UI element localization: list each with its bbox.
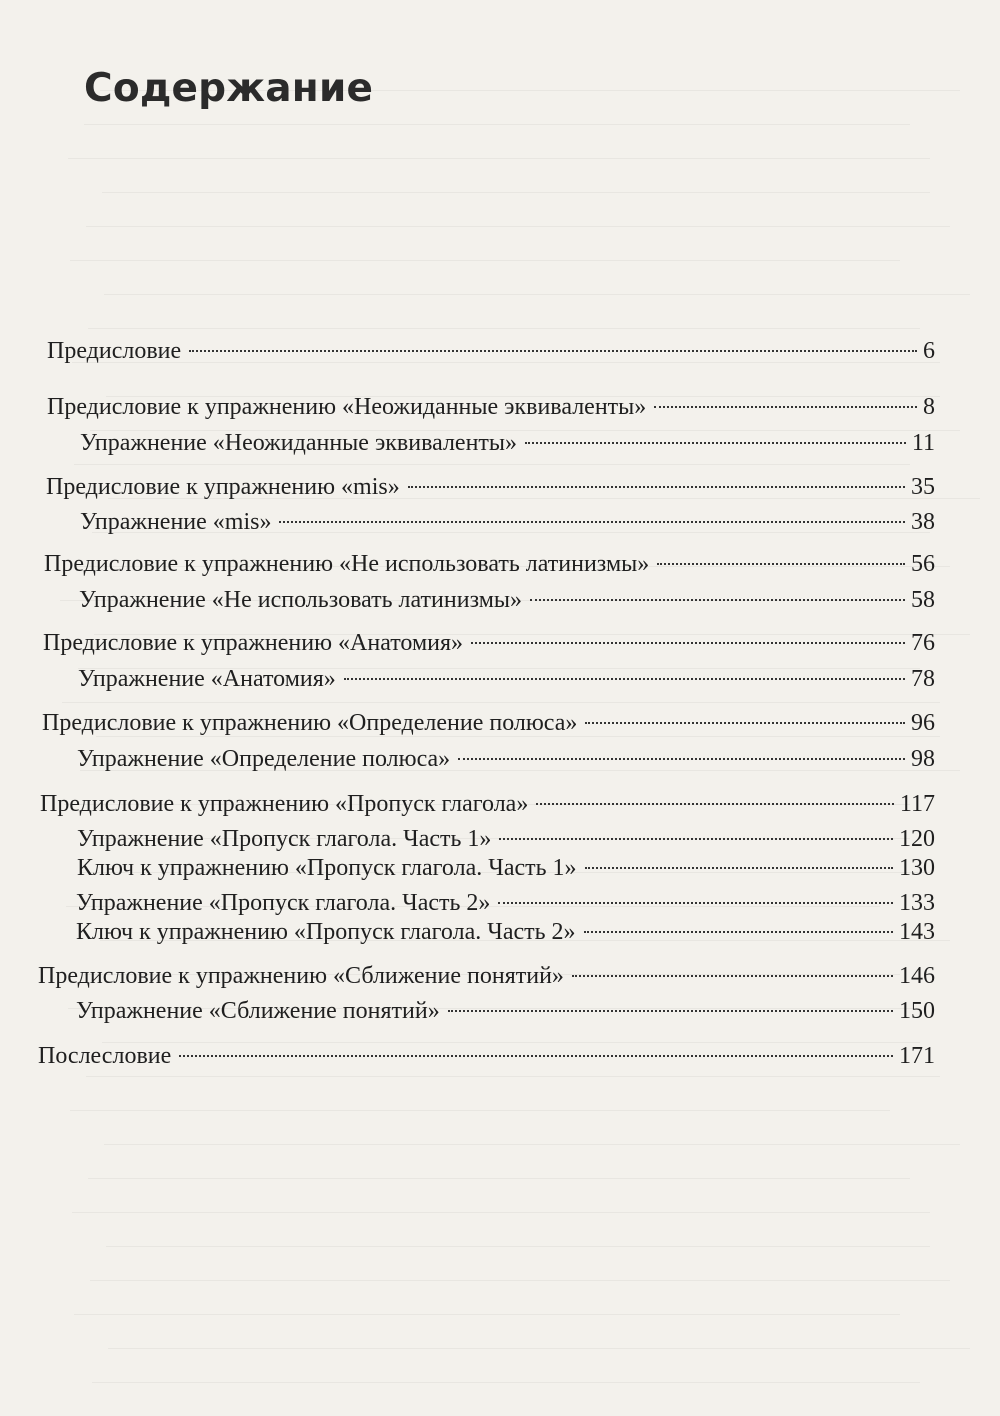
toc-entry-title: Предисловие к упражнению «Определение полюса» <box>42 710 578 736</box>
dot-leader <box>654 406 917 408</box>
toc-entry-page-number: 58 <box>911 587 935 613</box>
toc-entry-title: Предисловие к упражнению «mis» <box>46 474 400 500</box>
toc-entry-title: Упражнение «mis» <box>80 509 272 535</box>
toc-entry-page-number: 120 <box>899 826 935 852</box>
toc-entry <box>42 708 935 738</box>
dot-leader <box>458 758 905 760</box>
toc-entry-title: Послесловие <box>38 1043 172 1069</box>
toc-entry <box>38 961 935 991</box>
toc-entry-title: Ключ к упражнению «Пропуск глагола. Часть 2» <box>76 919 576 945</box>
toc-entry-title: Упражнение «Не использовать латинизмы» <box>79 587 523 613</box>
dot-leader <box>572 975 893 977</box>
dot-leader <box>189 350 917 352</box>
dot-leader <box>499 838 893 840</box>
toc-entry-title: Упражнение «Пропуск глагола. Часть 2» <box>76 890 491 916</box>
toc-entry <box>40 789 935 819</box>
toc-entry-page-number: 98 <box>911 746 935 772</box>
toc-entry <box>77 853 935 883</box>
toc-entry-page-number: 143 <box>899 919 935 945</box>
dot-leader <box>471 642 905 644</box>
toc-entry-title: Предисловие к упражнению «Неожиданные эквиваленты» <box>47 394 647 420</box>
toc-entry-title: Предисловие к упражнению «Пропуск глагола» <box>40 791 529 817</box>
toc-entry <box>77 744 935 774</box>
toc-entry <box>77 824 935 854</box>
toc-entry-page-number: 130 <box>899 855 935 881</box>
dot-leader <box>525 442 906 444</box>
toc-entry-title: Упражнение «Пропуск глагола. Часть 1» <box>77 826 492 852</box>
toc-entry <box>44 549 935 579</box>
toc-entry-title: Предисловие к упражнению «Не использовать латинизмы» <box>44 551 650 577</box>
toc-entry <box>76 917 935 947</box>
toc-entry-title: Предисловие <box>47 338 182 364</box>
toc-entry <box>43 628 935 658</box>
toc-entry-title: Ключ к упражнению «Пропуск глагола. Часть 1» <box>77 855 577 881</box>
dot-leader <box>448 1010 893 1012</box>
toc-entry-page-number: 171 <box>899 1043 935 1069</box>
toc-entry-title: Предисловие к упражнению «Сближение понятий» <box>38 963 564 989</box>
dot-leader <box>179 1055 893 1057</box>
page-title: Содержание <box>84 66 374 111</box>
dot-leader <box>279 521 905 523</box>
toc-entry <box>78 664 935 694</box>
dot-leader <box>584 931 893 933</box>
toc-entry-title: Упражнение «Определение полюса» <box>77 746 451 772</box>
toc-entry-title: Предисловие к упражнению «Анатомия» <box>43 630 464 656</box>
toc-entry <box>46 472 935 502</box>
dot-leader <box>536 803 894 805</box>
toc-entry <box>47 336 935 366</box>
toc-entry-page-number: 78 <box>911 666 935 692</box>
toc-entry-page-number: 146 <box>899 963 935 989</box>
toc-entry-title: Упражнение «Сближение понятий» <box>76 998 440 1024</box>
toc-entry-page-number: 150 <box>899 998 935 1024</box>
toc-entry-page-number: 56 <box>911 551 935 577</box>
toc-entry <box>38 1041 935 1071</box>
toc-entry-page-number: 117 <box>899 791 935 817</box>
toc-entry-title: Упражнение «Неожиданные эквиваленты» <box>80 430 518 456</box>
toc-entry <box>76 888 935 918</box>
dot-leader <box>530 599 905 601</box>
dot-leader <box>408 486 905 488</box>
toc-entry-page-number: 38 <box>911 509 935 535</box>
dot-leader <box>344 678 905 680</box>
toc-entry-title: Упражнение «Анатомия» <box>78 666 336 692</box>
dot-leader <box>585 867 893 869</box>
toc-entry-page-number: 96 <box>911 710 935 736</box>
toc-entry-page-number: 76 <box>911 630 935 656</box>
toc-entry-page-number: 35 <box>911 474 935 500</box>
toc-entry <box>47 392 935 422</box>
toc-entry <box>80 428 935 458</box>
dot-leader <box>657 563 905 565</box>
toc-entry-page-number: 8 <box>923 394 935 420</box>
dot-leader <box>585 722 905 724</box>
toc-entry <box>76 996 935 1026</box>
toc-entry-page-number: 11 <box>911 430 935 456</box>
toc-entry-page-number: 133 <box>899 890 935 916</box>
dot-leader <box>498 902 893 904</box>
toc-entry <box>80 507 935 537</box>
toc-entry-page-number: 6 <box>923 338 935 364</box>
toc-entry <box>79 585 935 615</box>
